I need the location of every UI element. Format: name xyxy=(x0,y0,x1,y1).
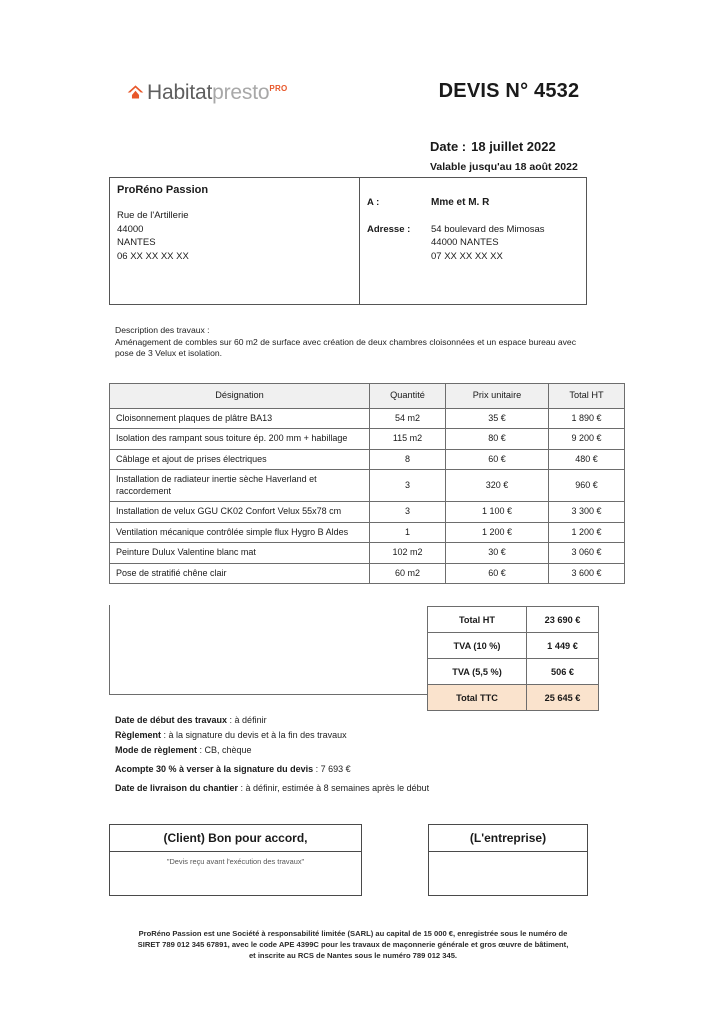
terms-row xyxy=(115,762,595,777)
cell-total-ht: 960 € xyxy=(549,470,625,502)
logo-habitat-text: Habitat xyxy=(147,80,213,104)
table-row xyxy=(110,470,625,502)
company-block xyxy=(110,178,360,304)
totals-label: Total HT xyxy=(428,607,527,633)
client-signature-note: "Devis reçu avant l'exécution des travaux" xyxy=(166,857,305,866)
company-postal-code: 44000 xyxy=(117,223,144,235)
totals-row xyxy=(428,607,599,633)
date-label: Date : xyxy=(430,139,467,154)
column-header-designation: Désignation xyxy=(110,384,370,409)
column-header-total-ht: Total HT xyxy=(549,384,625,409)
line-items-body xyxy=(110,408,625,584)
cell-total-ht: 1 890 € xyxy=(549,408,625,429)
company-name: ProRéno Passion xyxy=(117,184,209,196)
cell-prix-unitaire: 1 100 € xyxy=(446,502,549,523)
cell-prix-unitaire: 1 200 € xyxy=(446,522,549,543)
client-phone: 07 XX XX XX XX xyxy=(431,250,503,262)
cell-quantite: 102 m2 xyxy=(370,543,446,564)
cell-quantite: 3 xyxy=(370,502,446,523)
terms-row xyxy=(115,728,595,743)
legal-footer-line-3: et inscrite au RCS de Nantes sous le numéro 789 012 345. xyxy=(248,951,458,960)
totals-value: 506 € xyxy=(527,659,599,685)
logo-presto-text: presto xyxy=(212,80,270,104)
company-street: Rue de l'Artillerie xyxy=(117,210,189,221)
cell-designation: Ventilation mécanique contrôlée simple flux Hygro B Aldes xyxy=(110,522,370,543)
brand-logo xyxy=(127,79,288,105)
terms-value: : CB, chèque xyxy=(197,745,252,755)
company-signature-title: (L'entreprise) xyxy=(429,825,587,852)
cell-prix-unitaire: 80 € xyxy=(446,429,549,450)
client-signature-title: (Client) Bon pour accord, xyxy=(110,825,361,852)
totals-value: 25 645 € xyxy=(527,685,599,711)
cell-quantite: 115 m2 xyxy=(370,429,446,450)
legal-footer xyxy=(108,928,598,961)
client-to-row xyxy=(367,196,586,210)
terms-value: : à définir xyxy=(227,715,267,725)
cell-designation: Installation de velux GGU CK02 Confort Velux 55x78 cm xyxy=(110,502,370,523)
table-empty-left-area xyxy=(109,605,427,695)
totals-table xyxy=(427,606,599,711)
works-description-text: Aménagement de combles sur 60 m2 de surface avec création de deux chambres cloisonnées et un espace bureau avec pose de 3 Velux et isolation. xyxy=(115,336,576,358)
cell-prix-unitaire: 60 € xyxy=(446,449,549,470)
company-signature-area xyxy=(429,852,587,857)
cell-quantite: 60 m2 xyxy=(370,563,446,584)
terms-row xyxy=(115,743,595,758)
payment-terms xyxy=(115,713,595,796)
table-row xyxy=(110,449,625,470)
table-row xyxy=(110,563,625,584)
cell-total-ht: 3 600 € xyxy=(549,563,625,584)
table-row xyxy=(110,543,625,564)
table-header-row xyxy=(110,384,625,409)
devis-validity: Valable jusqu'au 18 août 2022 xyxy=(430,161,578,173)
cell-total-ht: 480 € xyxy=(549,449,625,470)
line-items-table xyxy=(109,383,625,584)
devis-date xyxy=(430,139,556,154)
works-description-label: Description des travaux : xyxy=(115,325,210,335)
terms-value: : à définir, estimée à 8 semaines après le début xyxy=(238,783,430,793)
client-to-value: Mme et M. R xyxy=(431,197,490,208)
totals-label: Total TTC xyxy=(428,685,527,711)
cell-total-ht: 1 200 € xyxy=(549,522,625,543)
date-value: 18 juillet 2022 xyxy=(471,139,556,154)
cell-designation: Câblage et ajout de prises électriques xyxy=(110,449,370,470)
legal-footer-line-1: ProRéno Passion est une Société à responsabilité limitée (SARL) au capital de 15 000 €, enregistrée sous le numéro de xyxy=(138,929,568,938)
cell-quantite: 1 xyxy=(370,522,446,543)
totals-row xyxy=(428,659,599,685)
terms-value: : à la signature du devis et à la fin des travaux xyxy=(161,730,347,740)
cell-quantite: 54 m2 xyxy=(370,408,446,429)
table-row xyxy=(110,429,625,450)
company-signature-box[interactable] xyxy=(428,824,588,896)
terms-row xyxy=(115,781,595,796)
cell-total-ht: 3 060 € xyxy=(549,543,625,564)
cell-total-ht: 9 200 € xyxy=(549,429,625,450)
table-row xyxy=(110,408,625,429)
terms-value: : 7 693 € xyxy=(313,764,351,774)
totals-body xyxy=(428,607,599,711)
cell-designation: Installation de radiateur inertie sèche Haverland et raccordement xyxy=(110,470,370,502)
client-address-line1: 54 boulevard des Mimosas xyxy=(431,223,545,235)
client-to-label: A : xyxy=(367,197,380,208)
works-description xyxy=(115,325,589,360)
cell-quantite: 3 xyxy=(370,470,446,502)
table-row xyxy=(110,502,625,523)
legal-footer-line-2: SIRET 789 012 345 67891, avec le code APE 4399C pour les travaux de maçonnerie générale et gros œuvre de bâtiment, xyxy=(137,940,569,949)
terms-label: Date de début des travaux xyxy=(115,715,228,725)
cell-designation: Cloisonnement plaques de plâtre BA13 xyxy=(110,408,370,429)
cell-prix-unitaire: 60 € xyxy=(446,563,549,584)
column-header-quantite: Quantité xyxy=(370,384,446,409)
client-address-row xyxy=(367,223,586,237)
totals-label: TVA (5,5 %) xyxy=(428,659,527,685)
client-signature-box[interactable] xyxy=(109,824,362,896)
terms-label: Acompte 30 % à verser à la signature du devis xyxy=(115,764,314,774)
cell-prix-unitaire: 30 € xyxy=(446,543,549,564)
totals-row-highlighted xyxy=(428,685,599,711)
cell-quantite: 8 xyxy=(370,449,446,470)
cell-designation: Pose de stratifié chêne clair xyxy=(110,563,370,584)
totals-value: 1 449 € xyxy=(527,633,599,659)
cell-total-ht: 3 300 € xyxy=(549,502,625,523)
totals-label: TVA (10 %) xyxy=(428,633,527,659)
house-roof-icon xyxy=(127,84,144,101)
totals-value: 23 690 € xyxy=(527,607,599,633)
parties-box xyxy=(109,177,587,305)
logo-pro-badge: PRO xyxy=(269,83,288,93)
table-row xyxy=(110,522,625,543)
cell-prix-unitaire: 35 € xyxy=(446,408,549,429)
company-city: NANTES xyxy=(117,237,156,248)
client-block xyxy=(360,178,586,304)
terms-label: Date de livraison du chantier xyxy=(115,783,239,793)
terms-label: Règlement xyxy=(115,730,162,740)
column-header-prix-unitaire: Prix unitaire xyxy=(446,384,549,409)
terms-label: Mode de règlement xyxy=(115,745,198,755)
company-phone: 06 XX XX XX XX xyxy=(117,250,189,262)
page-title: DEVIS N° 4532 xyxy=(438,80,580,102)
terms-row xyxy=(115,713,595,728)
cell-designation: Isolation des rampant sous toiture ép. 200 mm + habillage xyxy=(110,429,370,450)
client-address-line2: 44000 NANTES xyxy=(431,237,499,248)
totals-row xyxy=(428,633,599,659)
client-address-label: Adresse : xyxy=(367,223,411,235)
cell-prix-unitaire: 320 € xyxy=(446,470,549,502)
cell-designation: Peinture Dulux Valentine blanc mat xyxy=(110,543,370,564)
brand-wordmark xyxy=(147,82,288,103)
